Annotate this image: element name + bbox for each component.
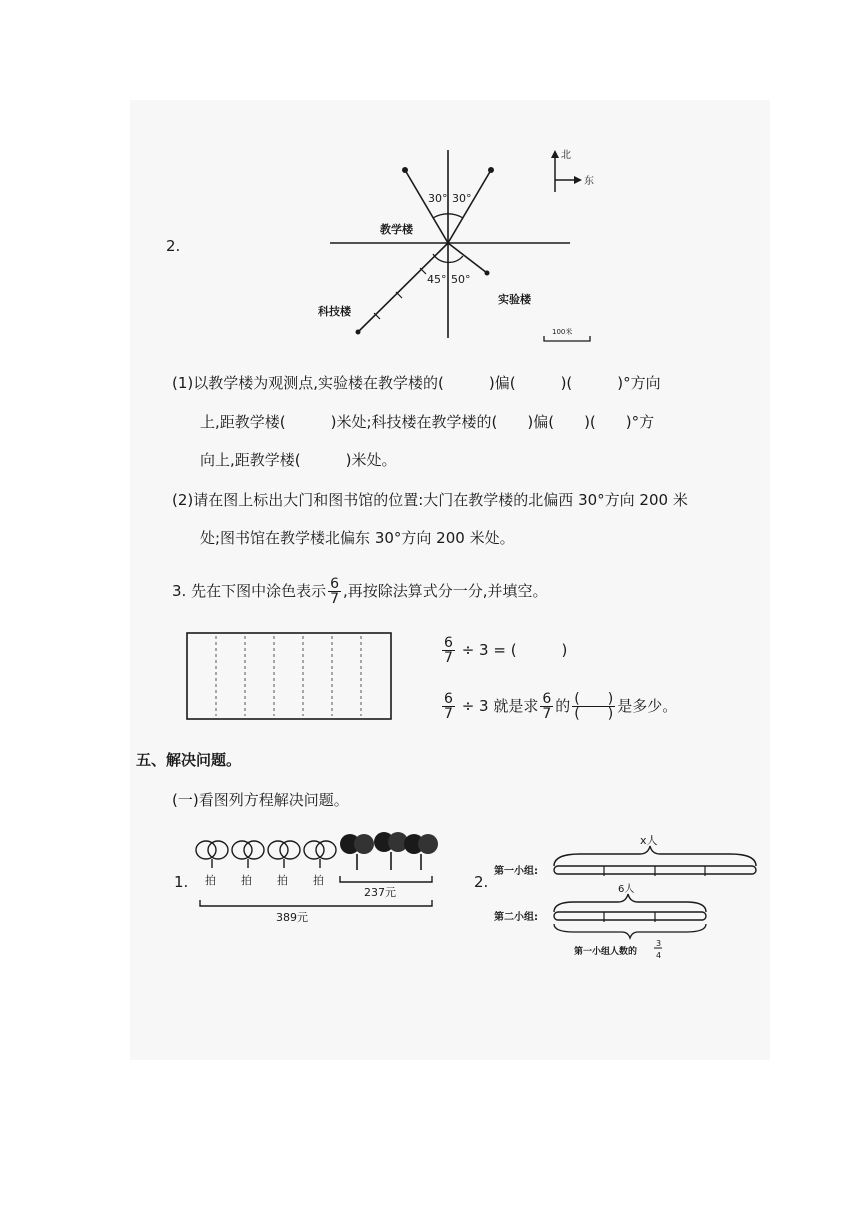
q1-line-1: (1)以教学楼为观测点,实验楼在教学楼的( )偏( )( )°方向	[172, 374, 661, 392]
group2-label: 第二小组:	[494, 912, 538, 923]
brace-total	[200, 900, 432, 906]
ray-ne	[448, 170, 491, 243]
brace-group2	[554, 894, 706, 912]
caption-text: 第一小组人数的	[574, 947, 638, 957]
racket-label-1: 拍	[205, 874, 216, 887]
badminton-racket-icon	[268, 841, 300, 868]
x-label: x人	[640, 834, 658, 847]
problem-1-number: 1.	[174, 873, 189, 891]
racket-diagram	[192, 828, 442, 928]
equation-1: $\frac{6}{7}$ ÷ 3 = ( )	[444, 635, 568, 666]
badminton-racket-icon	[196, 841, 228, 868]
caption-num: 3	[656, 939, 662, 948]
point-lab-building	[485, 271, 490, 276]
angle-nw: 30°	[428, 192, 448, 205]
racket-label-3: 拍	[277, 874, 288, 887]
ray-lab-building	[448, 243, 487, 273]
point-nw	[402, 167, 408, 173]
fraction-6-7: $\frac{6}{7}$	[330, 576, 340, 607]
six-label: 6人	[618, 884, 635, 895]
label-tech-building: 科技楼	[318, 305, 351, 318]
table-tennis-paddle-icon	[340, 834, 374, 870]
angle-sw: 45°	[427, 273, 447, 286]
brace-caption	[554, 924, 706, 938]
badminton-racket-icon	[304, 841, 336, 868]
problem-2-number: 2.	[474, 873, 489, 891]
section-5-subtitle: (一)看图列方程解决问题。	[172, 791, 349, 809]
q2-line-2: 处;图书馆在教学楼北偏东 30°方向 200 米处。	[200, 529, 515, 547]
caption-den: 4	[656, 951, 662, 960]
blank-fraction[interactable]: $\frac{( )}{( )}$	[574, 691, 614, 722]
exercise-2-number: 2.	[166, 237, 181, 255]
table-tennis-paddle-icon	[374, 832, 408, 870]
q2-line-1: (2)请在图上标出大门和图书馆的位置:大门在教学楼的北偏西 30°方向 200 米	[172, 491, 688, 509]
equation-2: $\frac{6}{7}$ ÷ 3 就是求 $\frac{6}{7}$ 的 $\frac{( )}{( )}$ 是多少。	[444, 691, 678, 722]
price-total: 389元	[276, 911, 308, 924]
q1-line-2: 上,距教学楼( )米处;科技楼在教学楼的( )偏( )( )°方	[200, 413, 655, 431]
price-paddles: 237元	[364, 886, 396, 899]
table-tennis-paddle-icon	[404, 834, 438, 870]
group2-segment	[554, 912, 706, 920]
scale-label: 100米	[552, 328, 573, 336]
label-lab-building: 实验楼	[498, 293, 531, 306]
label-teaching-building: 教学楼	[380, 223, 413, 236]
angle-ne: 30°	[452, 192, 472, 205]
scale-bar	[544, 336, 590, 341]
angle-se: 50°	[451, 273, 471, 286]
point-tech-building	[356, 330, 361, 335]
segment-diagram	[490, 830, 770, 965]
racket-label-4: 拍	[313, 874, 324, 887]
q1-line-3: 向上,距教学楼( )米处。	[200, 451, 397, 469]
compass-north-label: 北	[561, 150, 571, 161]
compass-east-label: 东	[584, 176, 594, 187]
fraction-rectangle[interactable]	[186, 632, 396, 722]
racket-label-2: 拍	[241, 874, 252, 887]
badminton-racket-icon	[232, 841, 264, 868]
group1-label: 第一小组:	[494, 866, 538, 877]
point-ne	[488, 167, 494, 173]
section-5-title: 五、解决问题。	[136, 751, 242, 769]
exercise-3-heading: 3. 先在下图中涂色表示 $\frac{6}{7}$ ,再按除法算式分一分,并填空。	[172, 576, 548, 607]
brace-paddles	[340, 876, 432, 882]
brace-group1	[554, 846, 756, 866]
direction-diagram	[300, 140, 610, 350]
